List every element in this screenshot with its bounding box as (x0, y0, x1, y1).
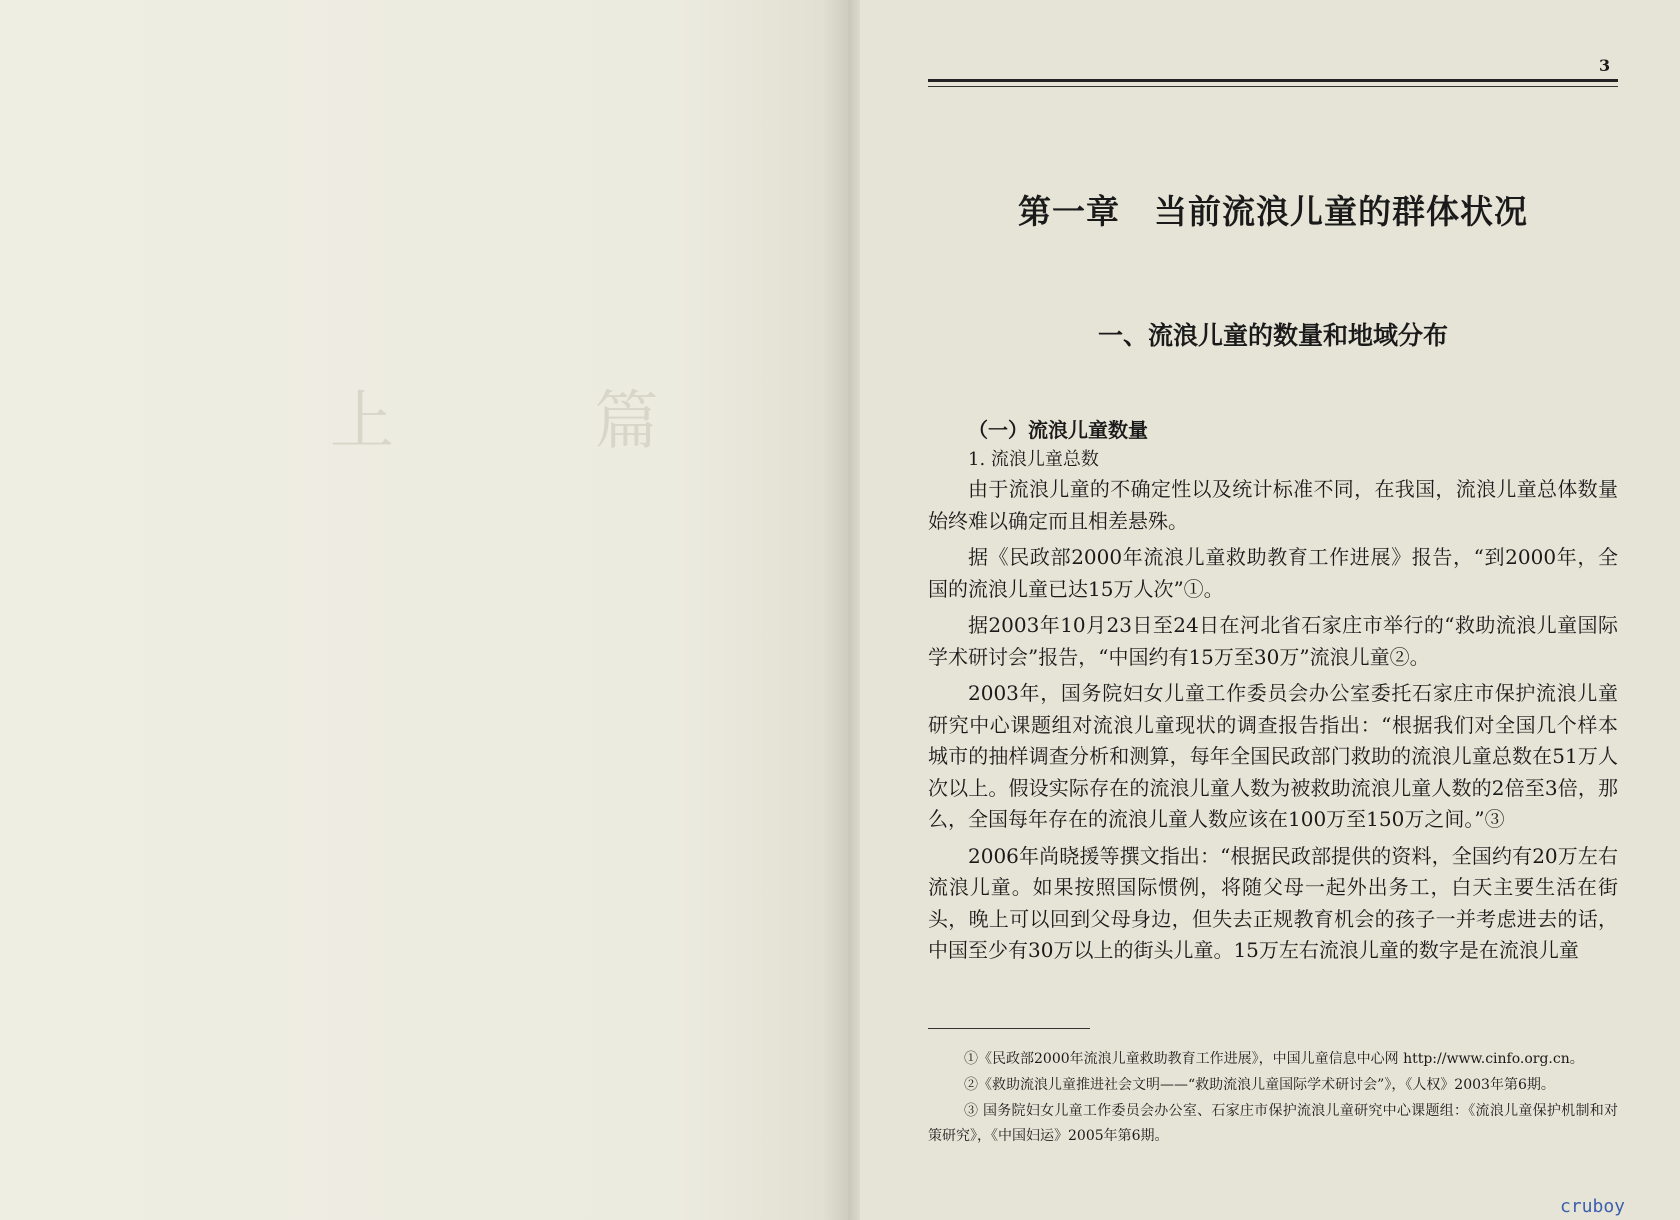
paragraph: 据《民政部2000年流浪儿童救助教育工作进展》报告，“到2000年，全国的流浪儿童已达15万人次”①。 (928, 545, 1618, 601)
paragraph: 2006年尚晓援等撰文指出：“根据民政部提供的资料，全国约有20万左右流浪儿童。如果按照国际惯例，将随父母一起外出务工，白天主要生活在街头，晚上可以回到父母身边，但失去正规教育机会的孩子一并考虑进去的话，中国至少有30万以上的街头儿童。15万左右流浪儿童的数字是在流浪儿童 (928, 843, 1618, 962)
header-rule-thick (928, 79, 1618, 82)
book-gutter (848, 0, 860, 1220)
footnote: ①《民政部2000年流浪儿童救助教育工作进展》，中国儿童信息中心网 http://www.cinfo.org.cn。 (964, 1051, 1584, 1067)
page-number: 3 (1599, 56, 1611, 75)
ghost-heading: 上 篇 (330, 385, 749, 459)
chapter-title: 第一章 当前流浪儿童的群体状况 (1018, 192, 1528, 231)
header-rule-thin (928, 86, 1618, 87)
scanner-watermark: cruboy (1560, 1196, 1626, 1217)
footnotes (928, 1047, 1618, 1150)
paragraph: 2003年，国务院妇女儿童工作委员会办公室委托石家庄市保护流浪儿童研究中心课题组对流浪儿童现状的调查报告指出：“根据我们对全国几个样本城市的抽样调查分析和测算，每年全国民政部门救助的流浪儿童总数在51万人次以上。假设实际存在的流浪儿童人数为被救助流浪儿童人数的2倍至3倍，那么，全国每年存在的流浪儿童人数应该在100万至150万之间。”③ (928, 681, 1618, 831)
body-text (928, 474, 1618, 972)
footnote: ②《救助流浪儿童推进社会文明——“救助流浪儿童国际学术研讨会”》，《人权》2003年第6期。 (964, 1077, 1555, 1093)
paragraph: 由于流浪儿童的不确定性以及统计标准不同，在我国，流浪儿童总体数量始终难以确定而且相差悬殊。 (928, 477, 1618, 533)
item-title: 1. 流浪儿童总数 (968, 449, 1099, 470)
footnote-rule (928, 1028, 1090, 1029)
paragraph: 据2003年10月23日至24日在河北省石家庄市举行的“救助流浪儿童国际学术研讨会”报告，“中国约有15万至30万”流浪儿童②。 (928, 613, 1618, 669)
footnote: ③ 国务院妇女儿童工作委员会办公室、石家庄市保护流浪儿童研究中心课题组：《流浪儿童保护机制和对策研究》，《中国妇运》2005年第6期。 (928, 1103, 1618, 1144)
section-title: 一、流浪儿童的数量和地域分布 (1097, 321, 1448, 350)
subsection-title: （一）流浪儿童数量 (968, 418, 1148, 442)
